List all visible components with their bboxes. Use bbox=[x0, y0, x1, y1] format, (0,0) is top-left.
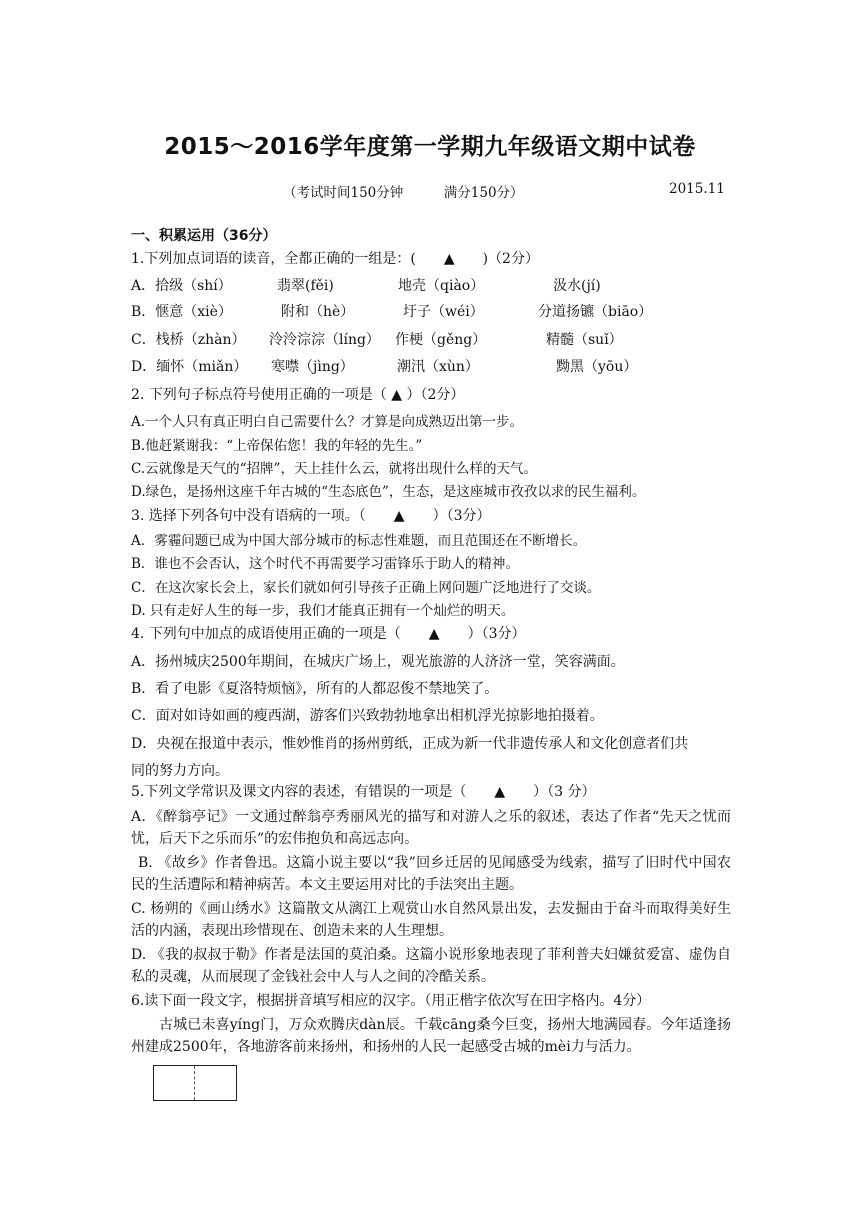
q5-option-c: C. 杨朔的《画山绣水》这篇散文从漓江上观赏山水自然风景出发，去发掘由于奋斗而取得美好生活的内涵，表现出珍惜现在、创造未来的人生理想。 bbox=[131, 901, 731, 939]
exam-title: 2015～2016学年度第一学期九年级语文期中试卷 bbox=[164, 134, 696, 160]
q3-option-d: D. 只有走好人生的每一步，我们才能真正拥有一个灿烂的明天。 bbox=[131, 603, 515, 619]
q2-option-d: D.绿色，是扬州这座千年古城的“生态底色”，生态，是这座城市孜孜以求的民生福利。 bbox=[131, 484, 646, 500]
q4-stem: 4. 下列句中加点的成语使用正确的一项是（ ▲ ）（3分） bbox=[131, 626, 526, 642]
q1-b-2: 附和（hè） bbox=[281, 304, 355, 320]
tianzige-writing-box[interactable] bbox=[153, 1065, 237, 1101]
exam-date: 2015.11 bbox=[669, 181, 725, 197]
q6-passage: 古城已未喜yíng门，万众欢腾庆dàn辰。千载cāng桑今巨变，扬州大地满园春。今年适逢扬州建成2500年，各地游客前来扬州，和扬州的人民一起感受古城的mèi力与活力。 bbox=[131, 1017, 731, 1055]
q1-c-2: 泠泠淙淙（líng） bbox=[269, 332, 380, 348]
q1-a-3: 地壳（qiào） bbox=[398, 278, 485, 294]
q4-option-d: D．央视在报道中表示，惟妙惟肖的扬州剪纸，正成为新一代非遗传承人和文化创意者们共 bbox=[131, 736, 689, 752]
q2-option-b: B.他赶紧谢我：“上帝保佑您！我的年轻的先生。” bbox=[131, 438, 423, 454]
q5-stem: 5.下列文学常识及课文内容的表述，有错误的一项是（ ▲ ）（3 分） bbox=[131, 784, 596, 800]
q4-option-c: C．面对如诗如画的瘦西湖，游客们兴致勃勃地拿出相机浮光掠影地拍摄着。 bbox=[131, 708, 604, 724]
q3-option-b: B．谁也不会否认，这个时代不再需要学习雷锋乐于助人的精神。 bbox=[131, 556, 519, 572]
q2-option-a: A.一个人只有真正明白自己需要什么？才算是向成熟迈出第一步。 bbox=[131, 414, 524, 430]
q1-b-1: B．惬意（xiè） bbox=[131, 304, 232, 320]
q5-option-b: B. 《故乡》作者鲁迅。这篇小说主要以“我”回乡迁居的见闻感受为线索，描写了旧时代中国农民的生活遭际和精神病苦。本文主要运用对比的手法突出主题。 bbox=[131, 855, 731, 893]
q4-option-d-cont: 同的努力方向。 bbox=[131, 763, 229, 779]
q3-option-a: A．雾霾问题已成为中国大部分城市的标志性难题，而且范围还在不断增长。 bbox=[131, 533, 587, 549]
q4-option-b: B．看了电影《夏洛特烦恼》，所有的人都忍俊不禁地笑了。 bbox=[131, 681, 499, 697]
q4-option-a: A．扬州城庆2500年期间，在城庆广场上，观光旅游的人济济一堂，笑容满面。 bbox=[131, 654, 625, 670]
q1-a-2: 翡翠(fěi) bbox=[277, 278, 334, 294]
q3-stem: 3. 选择下列各句中没有语病的一项。（ ▲ ）（3分） bbox=[131, 508, 491, 524]
q1-b-4: 分道扬镳（biāo） bbox=[538, 304, 653, 320]
tianzige-divider bbox=[194, 1066, 195, 1100]
section-heading: 一、积累运用（36分） bbox=[131, 228, 277, 244]
q5-option-d: D. 《我的叔叔于勒》作者是法国的莫泊桑。这篇小说形象地表现了菲利普夫妇嫌贫爱富、虚伪自私的灵魂，从而展现了金钱社会中人与人之间的冷酷关系。 bbox=[131, 947, 731, 985]
q1-d-1: D．缅怀（miǎn） bbox=[131, 359, 248, 375]
q1-a-1: A．拾级（shí） bbox=[131, 278, 232, 294]
q2-stem: 2. 下列句子标点符号使用正确的一项是（ ▲ ）（2分） bbox=[131, 387, 465, 403]
q1-c-4: 精髓（suǐ） bbox=[546, 332, 623, 348]
q1-c-3: 作梗（gěng） bbox=[395, 332, 487, 348]
q3-option-c: C．在这次家长会上，家长们就如何引导孩子正确上网问题广泛地进行了交谈。 bbox=[131, 580, 601, 596]
q1-stem: 1.下列加点词语的读音，全都正确的一组是：( ▲ )（2分） bbox=[131, 251, 539, 267]
q1-d-3: 潮汛（xùn） bbox=[397, 359, 479, 375]
q1-d-2: 寒噤（jìng） bbox=[271, 359, 354, 375]
exam-info: （考试时间150分钟 满分150分） bbox=[283, 185, 524, 201]
q1-a-4: 汲水(jí) bbox=[553, 278, 601, 294]
q1-b-3: 圩子（wéi） bbox=[403, 304, 484, 320]
q2-option-c: C.云就像是天气的“招牌”，天上挂什么云，就将出现什么样的天气。 bbox=[131, 461, 537, 477]
q5-option-a: A．《醉翁亭记》一文通过醉翁亭秀丽风光的描写和对游人之乐的叙述，表达了作者“先天之忧而忧，后天下之乐而乐”的宏伟抱负和高远志向。 bbox=[131, 809, 731, 847]
q6-stem: 6.读下面一段文字，根据拼音填写相应的汉字。（用正楷字依次写在田字格内。4分） bbox=[131, 993, 651, 1009]
q1-d-4: 黝黑（yōu） bbox=[556, 359, 638, 375]
q1-c-1: C．栈桥（zhàn） bbox=[131, 332, 246, 348]
